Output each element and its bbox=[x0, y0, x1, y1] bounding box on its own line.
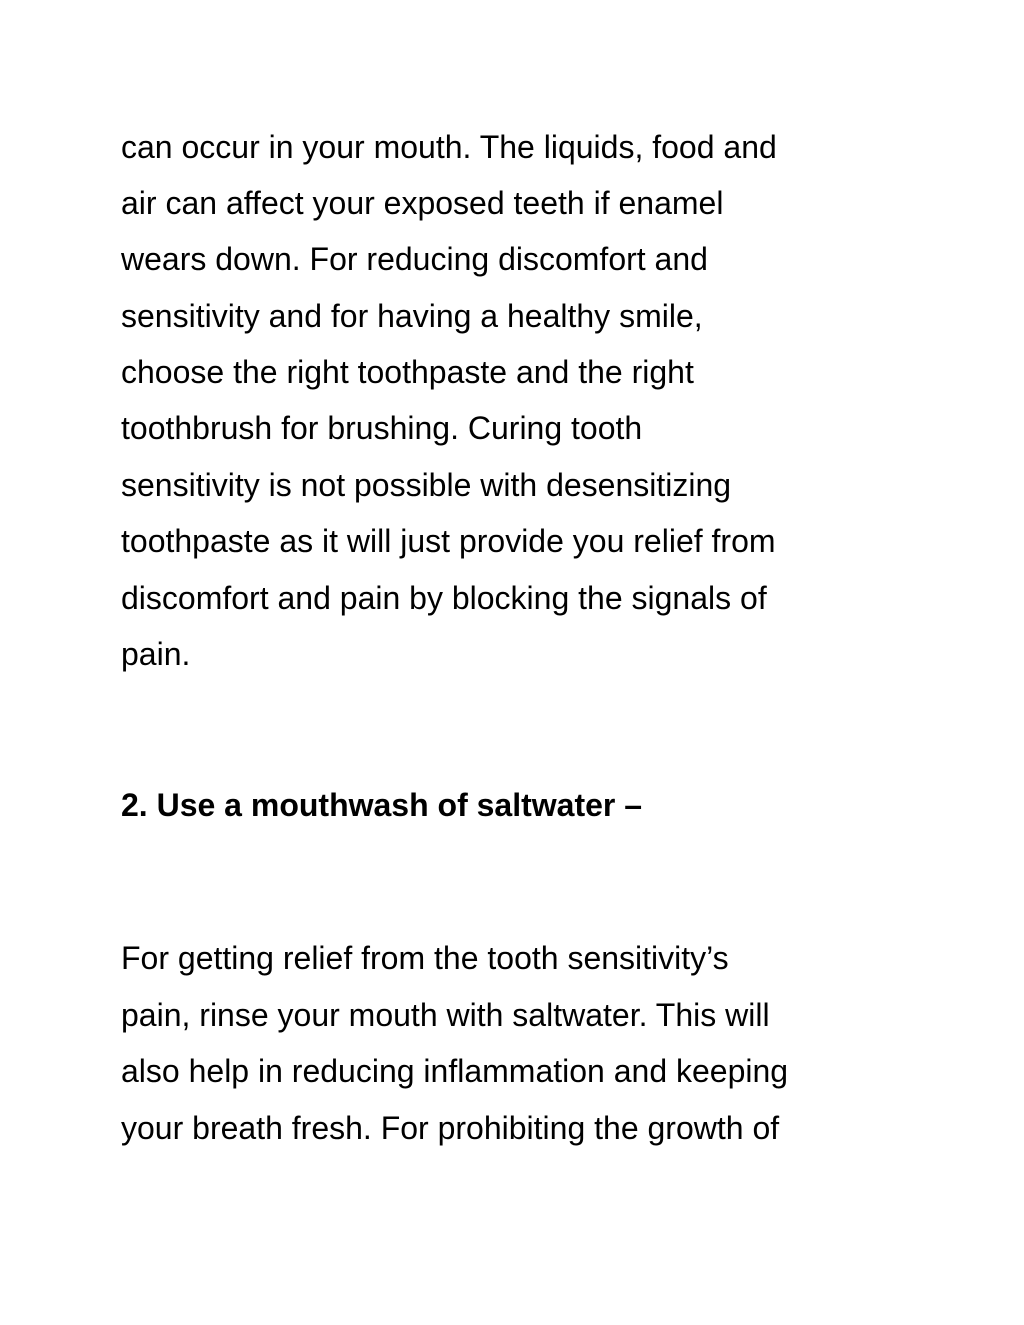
section-heading: 2. Use a mouthwash of saltwater – bbox=[121, 787, 643, 823]
paragraph-line: sensitivity is not possible with desensitizing bbox=[121, 467, 732, 503]
paragraph-line: For getting relief from the tooth sensitivity’s bbox=[121, 940, 729, 976]
paragraph-line: wears down. For reducing discomfort and bbox=[121, 241, 708, 277]
paragraph-line: your breath fresh. For prohibiting the growth of bbox=[121, 1110, 780, 1146]
paragraph-line: toothpaste as it will just provide you relief from bbox=[121, 523, 776, 559]
paragraph-line: pain, rinse your mouth with saltwater. This will bbox=[121, 997, 770, 1033]
paragraph-line: pain. bbox=[121, 636, 191, 672]
paragraph-line: air can affect your exposed teeth if enamel bbox=[121, 185, 724, 221]
paragraph-line: also help in reducing inflammation and keeping bbox=[121, 1053, 789, 1089]
paragraph-line: can occur in your mouth. The liquids, food and bbox=[121, 129, 777, 165]
paragraph-line: toothbrush for brushing. Curing tooth bbox=[121, 410, 643, 446]
paragraph-line: discomfort and pain by blocking the signals of bbox=[121, 580, 767, 616]
paragraph-line: choose the right toothpaste and the right bbox=[121, 354, 694, 390]
paragraph-line: sensitivity and for having a healthy smile, bbox=[121, 298, 703, 334]
